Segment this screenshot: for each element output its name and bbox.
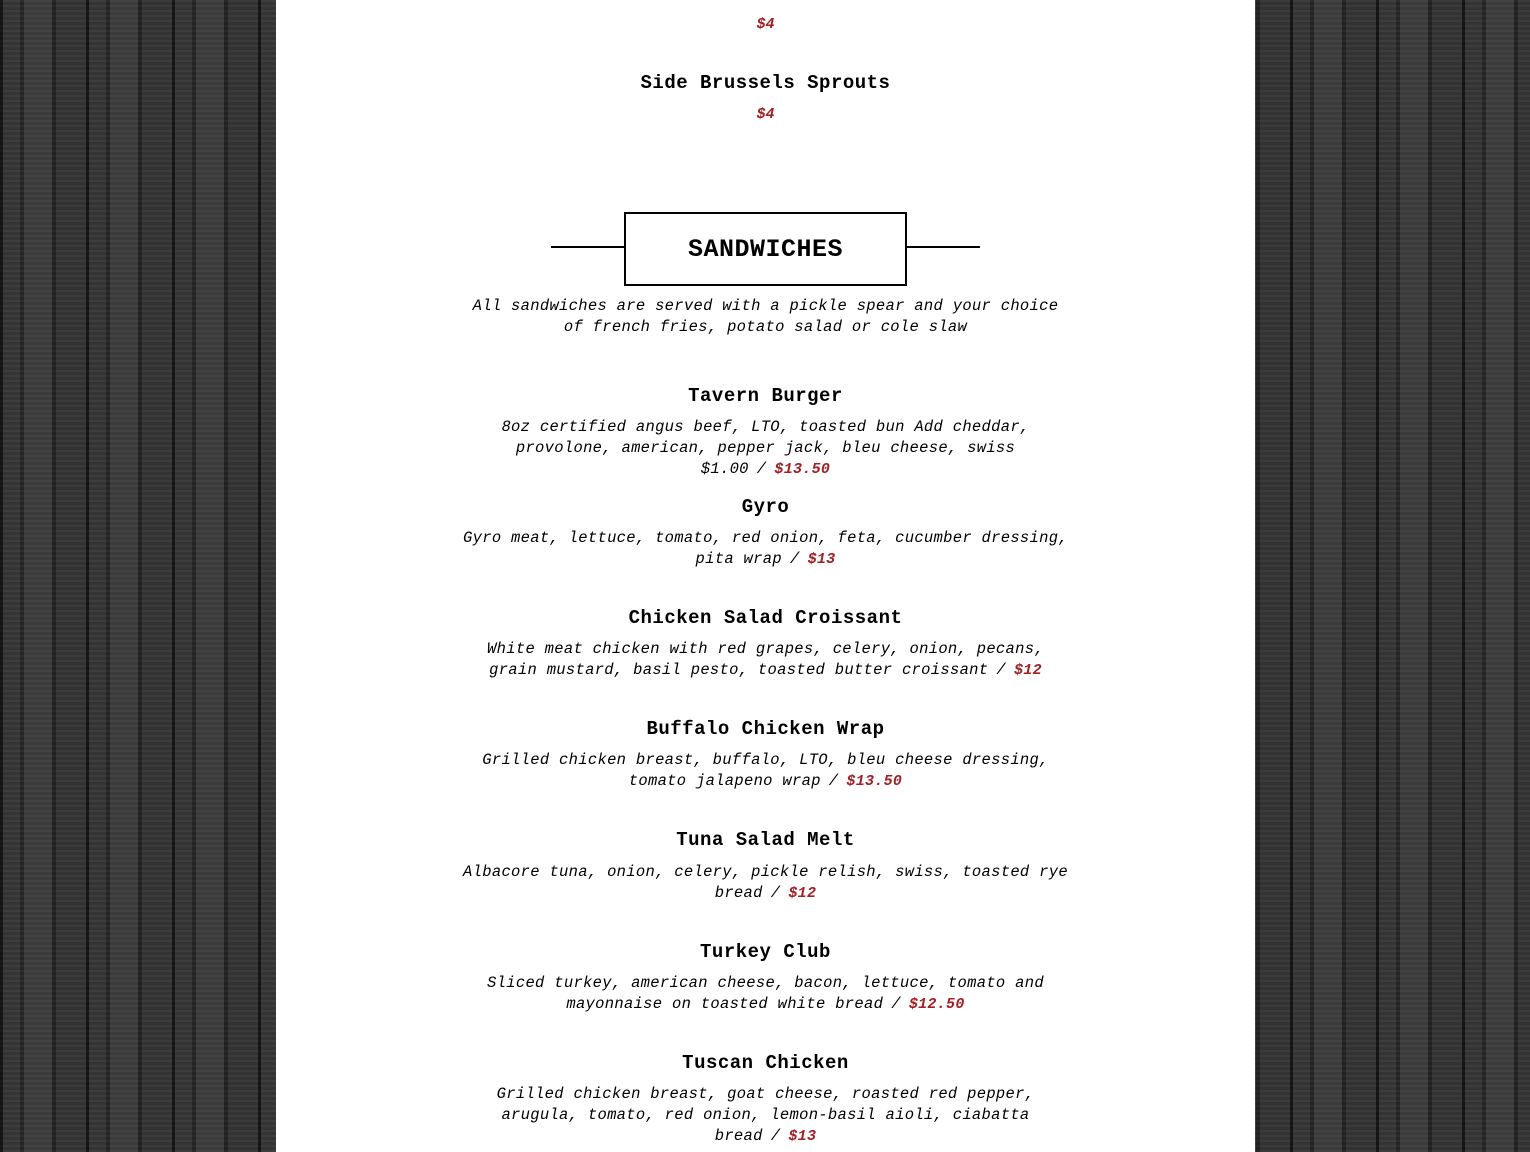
section-title: SANDWICHES xyxy=(624,212,907,286)
menu-item-name: Gyro xyxy=(741,496,790,518)
section-rule-right xyxy=(907,246,980,248)
price-separator: / xyxy=(996,661,1006,679)
menu-item-description xyxy=(461,973,1070,1015)
price-separator: / xyxy=(828,772,839,790)
description-text: Albacore tuna, onion, celery, pickle relish, swiss, toasted rye bread xyxy=(463,863,1068,902)
menu-item-price: $4 xyxy=(756,106,775,123)
menu-item-price: $12.50 xyxy=(908,996,965,1013)
menu-item-price: $13 xyxy=(807,551,836,568)
menu-item-description xyxy=(461,750,1070,792)
section-note: All sandwiches are served with a pickle spear and your choice of french fries, potato salad or cole slaw xyxy=(472,297,1059,336)
menu-item-description xyxy=(461,639,1070,681)
price-separator: / xyxy=(770,884,781,902)
menu-item-price: $13.50 xyxy=(846,773,903,790)
wood-background-left xyxy=(0,0,276,1152)
menu-item-price: $13.50 xyxy=(774,461,831,478)
menu-page xyxy=(276,0,1255,1152)
wood-background-right xyxy=(1255,0,1530,1152)
menu-item-name: Chicken Salad Croissant xyxy=(628,607,903,629)
menu-item-name: Tavern Burger xyxy=(688,385,843,407)
description-text: Grilled chicken breast, buffalo, LTO, bleu cheese dressing, tomato jalapeno wrap xyxy=(482,751,1049,790)
price-separator: / xyxy=(770,1127,781,1145)
menu-item-price: $13 xyxy=(788,1128,817,1145)
menu-item-price: $4 xyxy=(756,16,775,33)
menu-item-name: Buffalo Chicken Wrap xyxy=(646,718,885,740)
price-separator: / xyxy=(756,460,767,478)
menu-item-name: Tuscan Chicken xyxy=(682,1052,849,1074)
description-text: Gyro meat, lettuce, tomato, red onion, feta, cucumber dressing, pita wrap xyxy=(463,529,1068,568)
section-rule-left xyxy=(551,246,626,248)
description-text: 8oz certified angus beef, LTO, toasted bun Add cheddar, provolone, american, pepper jack, bleu cheese, swiss $1.00 xyxy=(501,418,1030,478)
menu-item-description xyxy=(461,528,1070,570)
description-text: Sliced turkey, american cheese, bacon, lettuce, tomato and mayonnaise on toasted white bread xyxy=(487,974,1044,1013)
menu-item-description xyxy=(461,1084,1070,1147)
menu-item-name: Turkey Club xyxy=(700,941,831,963)
menu-item-name: Side Brussels Sprouts xyxy=(640,72,891,94)
menu-item-price: $12 xyxy=(1013,662,1042,679)
menu-item-name: Tuna Salad Melt xyxy=(676,829,855,851)
price-separator: / xyxy=(789,550,800,568)
description-text: White meat chicken with red grapes, celery, onion, pecans, grain mustard, basil pesto, toasted butter croissant xyxy=(487,640,1044,679)
description-text: Grilled chicken breast, goat cheese, roasted red pepper, arugula, tomato, red onion, lemon-basil aioli, ciabatta bread xyxy=(496,1085,1035,1145)
menu-item-description xyxy=(461,417,1070,480)
price-separator: / xyxy=(891,995,901,1013)
menu-item-price: $12 xyxy=(788,885,817,902)
menu-item-description xyxy=(461,862,1070,904)
